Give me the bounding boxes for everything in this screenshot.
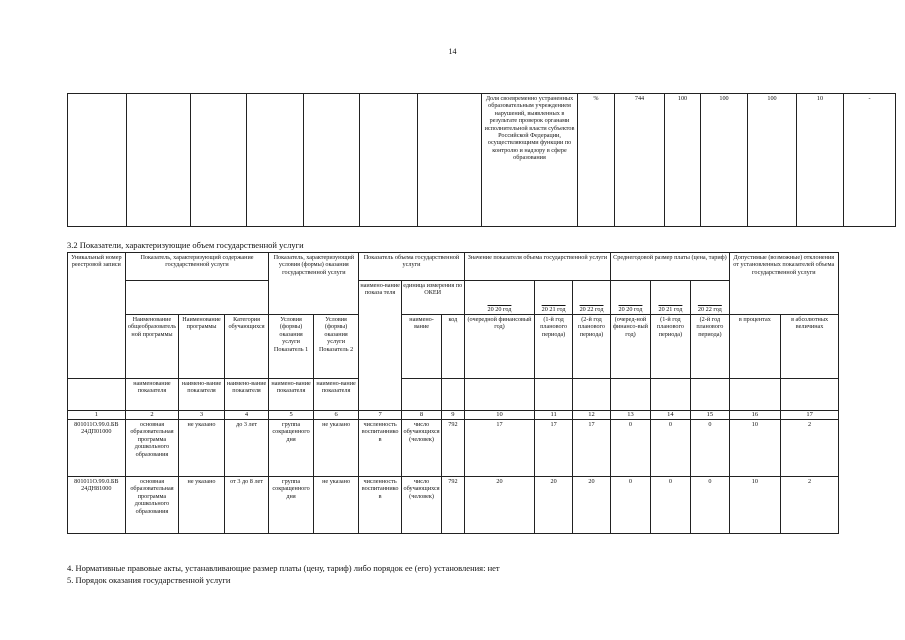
cell-condition-2: не указано [313, 477, 359, 534]
col-number: 1 [68, 411, 126, 420]
cell-value-11: 17 [535, 420, 572, 477]
hdr-indicator-name-6: наимено-вание показателя [313, 379, 359, 411]
hdr-indicator-name-4: наимено-вание показателя [224, 379, 269, 411]
hdr-unit-code: код [442, 315, 464, 379]
table-row [68, 477, 839, 534]
top-cell-4 [247, 94, 304, 227]
hdr-fin-year: (очередной финансовый год) [464, 315, 535, 379]
hdr-empty-9 [442, 379, 464, 411]
hdr-year-2021: 20 21 год [535, 281, 572, 315]
hdr-volume: Показатель объема государственной услуги [359, 253, 464, 281]
cell-value-10: 20 [464, 477, 535, 534]
cell-program-name: не указано [179, 420, 225, 477]
cell-registry: 801011О.99.0.БВ 24ДН81000 [68, 477, 126, 534]
cell-code: 792 [442, 477, 464, 534]
cell-value-10: 17 [464, 420, 535, 477]
hdr-empty-14 [650, 379, 690, 411]
cell-code: 792 [442, 420, 464, 477]
table-row [68, 420, 839, 477]
top-value-5: - [844, 94, 896, 227]
cell-value-12: 17 [572, 420, 610, 477]
hdr-indicator-name: наимено-вание показа теля [359, 281, 401, 411]
hdr-deviations: Допустимые (возможные) отклонения от установленных показателей объема государственной услуги [729, 253, 838, 315]
top-value-3: 100 [748, 94, 797, 227]
col-number: 6 [313, 411, 359, 420]
cell-value-16: 10 [729, 420, 781, 477]
col-number: 16 [729, 411, 781, 420]
hdr-registry: Уникальный номер реестровой записи [68, 253, 126, 379]
hdr-empty-11 [535, 379, 572, 411]
hdr-empty-10 [464, 379, 535, 411]
hdr-content: Показатель, характеризующий содержание государственной услуги [125, 253, 269, 281]
top-cell-2 [127, 94, 191, 227]
col-number: 2 [125, 411, 179, 420]
top-cell-5 [304, 94, 360, 227]
hdr-year-2022: 20 22 год [572, 281, 610, 315]
col-number: 9 [442, 411, 464, 420]
hdr-program-name: Наименование общеобразовательной программы [125, 315, 179, 379]
col-number: 7 [359, 411, 401, 420]
cell-value-14: 0 [650, 477, 690, 534]
cell-registry: 801011О.99.0.БВ 24ДП01000 [68, 420, 126, 477]
col-number: 13 [611, 411, 650, 420]
footer-line-5: 5. Порядок оказания государственной услуги [67, 575, 231, 585]
cell-program-name: не указано [179, 477, 225, 534]
hdr-plan-2: (2-й год планового периода) [572, 315, 610, 379]
col-number: 4 [224, 411, 269, 420]
hdr-pay-2022: 20 22 год [691, 281, 729, 315]
hdr-pay-plan-2: (2-й год планового периода) [691, 315, 729, 379]
col-number: 11 [535, 411, 572, 420]
hdr-percent: в процентах [729, 315, 781, 379]
cell-value-13: 0 [611, 420, 650, 477]
hdr-condition-1: Условия (формы) оказания услуги Показатель 1 [269, 315, 314, 379]
footer-line-4: 4. Нормативные правовые акты, устанавливающие размер платы (цену, тариф) либо порядок ее (его) установления: нет [67, 563, 500, 573]
cell-value-14: 0 [650, 420, 690, 477]
cell-category: от 3 до 8 лет [224, 477, 269, 534]
cell-condition-1: группа сокращенного дня [269, 477, 314, 534]
hdr-pay-2020: 20 20 год [611, 281, 650, 315]
cell-indicator: численность воспитанников [359, 420, 401, 477]
hdr-pay-2021: 20 21 год [650, 281, 690, 315]
col-number: 10 [464, 411, 535, 420]
top-unit: % [578, 94, 615, 227]
cell-program: основная образовательная программа дошкольного образования [125, 420, 179, 477]
top-indicator: Доля своевременно устраненных образовательным учреждением нарушений, выявленных в результате проверок органами исполнительной власти субъектов Российской Федерации, осуществляющими функции по контролю и надзору в сфере образования [482, 94, 578, 227]
hdr-empty-17 [781, 379, 839, 411]
cell-value-16: 10 [729, 477, 781, 534]
cell-value-15: 0 [691, 477, 729, 534]
hdr-unit-okei: единица измерения по ОКЕИ [401, 281, 464, 315]
top-code: 744 [615, 94, 665, 227]
hdr-conditions: Показатель, характеризующий условия (формы) оказания государственной услуги [269, 253, 359, 315]
hdr-empty-12 [572, 379, 610, 411]
hdr-pay-plan-1: (1-й год планового периода) [650, 315, 690, 379]
hdr-plan-1: (1-й год планового периода) [535, 315, 572, 379]
cell-value-17: 2 [781, 420, 839, 477]
col-number: 8 [401, 411, 441, 420]
cell-category: до 3 лет [224, 420, 269, 477]
top-cell-1 [68, 94, 127, 227]
top-table [67, 93, 896, 227]
hdr-indicator-name-2: наименование показателя [125, 379, 179, 411]
hdr-empty-16 [729, 379, 781, 411]
cell-unit: число обучающихся (человек) [401, 477, 441, 534]
hdr-category: Категория обучающихся [224, 315, 269, 379]
cell-condition-1: группа сокращенного дня [269, 420, 314, 477]
hdr-indicator-name-3: наимено-вание показателя [179, 379, 225, 411]
hdr-empty-15 [691, 379, 729, 411]
page-number: 14 [448, 47, 457, 56]
hdr-unit-name: наимено-вание [401, 315, 441, 379]
top-cell-6 [360, 94, 418, 227]
hdr-empty-13 [611, 379, 650, 411]
hdr-empty-8 [401, 379, 441, 411]
hdr-empty-1 [68, 379, 126, 411]
cell-unit: число обучающихся (человек) [401, 420, 441, 477]
hdr-indicator-name-5: наимено-вание показателя [269, 379, 314, 411]
section-title: 3.2 Показатели, характеризующие объем государственной услуги [67, 240, 304, 250]
cell-value-13: 0 [611, 477, 650, 534]
top-value-1: 100 [665, 94, 701, 227]
volume-table [67, 252, 839, 534]
col-number: 5 [269, 411, 314, 420]
cell-indicator: численность воспитанников [359, 477, 401, 534]
hdr-payment: Среднегодовой размер платы (цена, тариф) [611, 253, 729, 281]
cell-value-15: 0 [691, 420, 729, 477]
cell-value-11: 20 [535, 477, 572, 534]
cell-value-17: 2 [781, 477, 839, 534]
hdr-content-empty [125, 281, 269, 315]
top-cell-7 [418, 94, 482, 227]
top-cell-3 [191, 94, 247, 227]
cell-program: основная образовательная программа дошкольного образования [125, 477, 179, 534]
top-value-2: 100 [701, 94, 748, 227]
col-number: 15 [691, 411, 729, 420]
hdr-absolute: в абсолютных величинах [781, 315, 839, 379]
col-number: 12 [572, 411, 610, 420]
cell-condition-2: не указано [313, 420, 359, 477]
hdr-pay-fin-year: (очеред-ной финансо-вый год) [611, 315, 650, 379]
hdr-values: Значение показателя объема государственной услуги [464, 253, 611, 281]
cell-value-12: 20 [572, 477, 610, 534]
hdr-condition-2: Условия (формы) оказания услуги Показатель 2 [313, 315, 359, 379]
col-number: 14 [650, 411, 690, 420]
col-number: 3 [179, 411, 225, 420]
top-value-4: 10 [797, 94, 844, 227]
hdr-year-2020: 20 20 год [464, 281, 535, 315]
col-number: 17 [781, 411, 839, 420]
hdr-program: Наименование программы [179, 315, 225, 379]
